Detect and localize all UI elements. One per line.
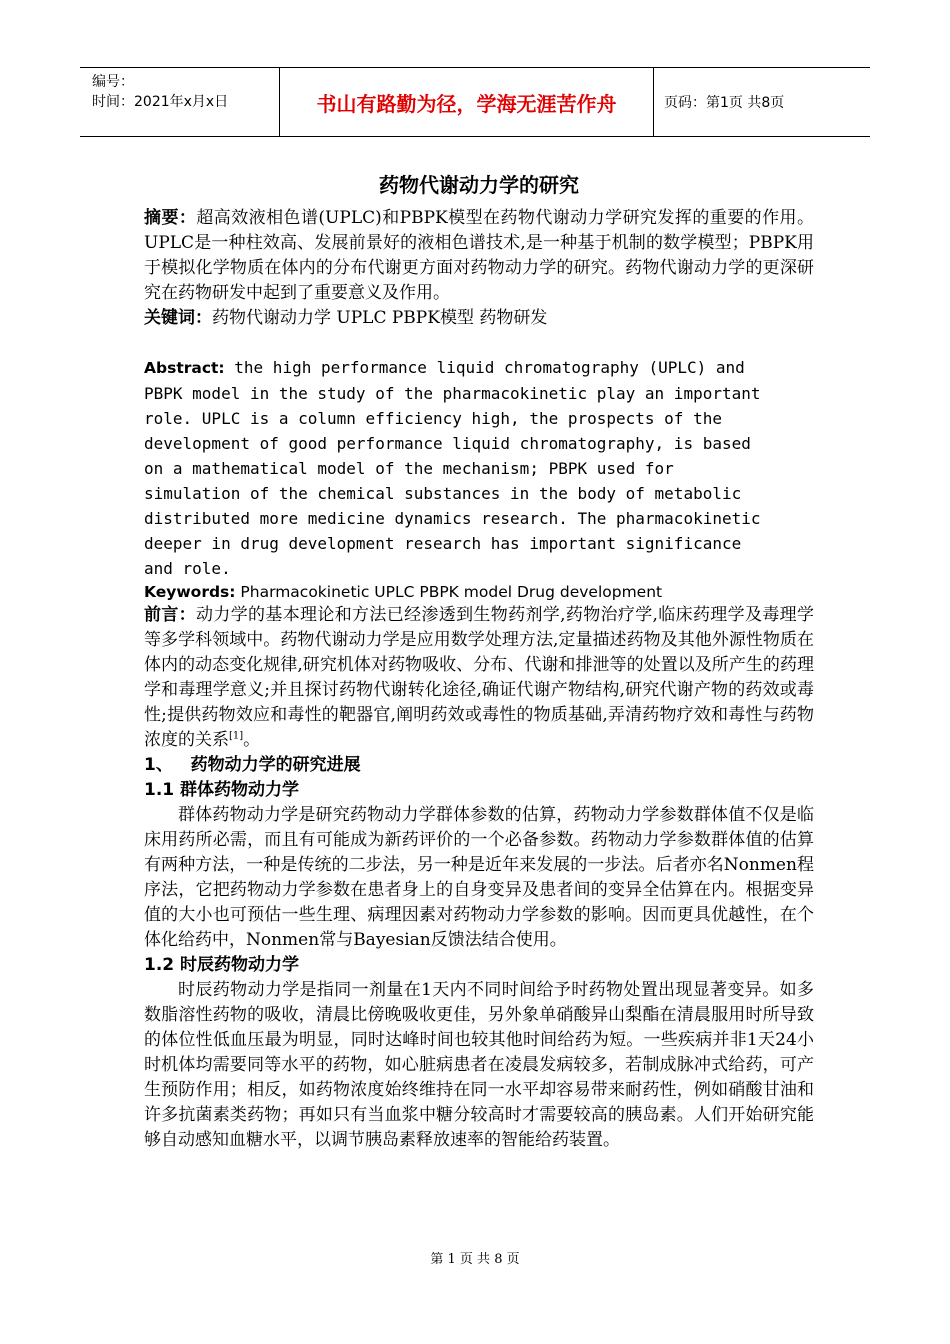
page-footer: 第 1 页 共 8 页 [430,1252,520,1267]
preface-end: 。 [243,730,261,750]
keywords-cn-text: 药物代谢动力学 UPLC PBPK模型 药物研发 [212,308,548,328]
doc-number-label: 编号： [92,74,134,90]
abstract-en-text: the high performance liquid chromatography (UPLC) and PBPK model in the study of the pharmacokinetic play an important role. UPLC is a column efficiency high, the prospects of the development of good performance liquid chromatography, is based on a mathematical model of the mechanism; PBPK used for simulation of the chemical substances in the body of metabolic distributed more medicine dynamics research. The pharmacokinetic deeper in drug development research has important significance and role. [144,358,761,578]
keywords-en-text: Pharmacokinetic UPLC PBPK model Drug development [235,583,663,601]
page-header [80,67,870,137]
document-title: 药物代谢动力学的研究 [379,173,579,197]
section-1-2-paragraph: 时辰药物动力学是指同一剂量在1天内不同时间给予时药物处置出现显著变异。如多数脂溶性药物的吸收，清晨比傍晚吸收更佳，另外象单硝酸异山梨酯在清晨服用时所导致的体位性低血压最为明显，同时达峰时间也较其他时间给药为短。一些疾病并非1天24小时机体均需要同等水平的药物，如心脏病患者在凌晨发病较多，若制成脉冲式给药，可产生预防作用；相反，如药物浓度始终维持在同一水平却容易带来耐药性，例如硝酸甘油和许多抗菌素类药物；再如只有当血浆中糖分较高时才需要较高的胰岛素。人们开始研究能够自动感知血糖水平，以调节胰岛素释放速率的智能给药装置。 [144,980,814,1150]
header-motto: 书山有路勤为径，学海无涯苦作舟 [280,68,654,136]
preface-text: 动力学的基本理论和方法已经渗透到生物药剂学,药物治疗学,临床药理学及毒理学等多学科领域中。药物代谢动力学是应用数学处理方法,定量描述药物及其他外源性物质在体内的动态变化规律,研究机体对药物吸收、分布、代谢和排泄等的处置以及所产生的药理学和毒理学意义;并且探讨药物代谢转化途径,确证代谢产物结构,研究代谢产物的药效或毒性;提供药物效应和毒性的靶器官,阐明药效或毒性的物质基础,弄清药物疗效和毒性与药物浓度的关系 [144,605,814,750]
header-info-cell [80,68,280,136]
abstract-en-label: Abstract: [144,359,225,377]
abstract-cn-text: 超高效液相色谱(UPLC)和PBPK模型在药物代谢动力学研究发挥的重要的作用。UPLC是一种柱效高、发展前景好的液相色谱技术,是一种基于机制的数学模型；PBPK用于模拟化学物质在体内的分布代谢更方面对药物动力学的研究。药物代谢动力学的更深研究在药物研发中起到了重要意义及作用。 [144,208,814,303]
doc-date-label: 时间：2021年x月x日 [92,94,229,110]
keywords-cn-label: 关键词： [144,308,212,328]
keywords-cn [144,306,814,331]
section-1-1-paragraph: 群体药物动力学是研究药物动力学群体参数的估算，药物动力学参数群体值不仅是临床用药所必需，而且有可能成为新药评价的一个必备参数。药物动力学参数群体值的估算有两种方法，一种是传统的二步法，另一种是近年来发展的一步法。后者亦名Nonmen程序法，它把药物动力学参数在患者身上的自身变异及患者间的变异全估算在内。根据变异值的大小也可预估一些生理、病理因素对药物动力学参数的影响。因而更具优越性，在个体化给药中，Nonmen常与Bayesian反馈法结合使用。 [144,805,814,950]
abstract-cn-label: 摘要： [144,208,197,228]
abstract-en [144,355,814,581]
document-body [144,170,814,1153]
header-page-info: 页码：第1页 共8页 [664,95,785,111]
section-1-2-heading: 1.2 时辰药物动力学 [144,955,300,975]
keywords-en [144,581,814,603]
preface-label: 前言： [144,605,197,625]
keywords-en-label: Keywords: [144,583,236,601]
abstract-cn [144,206,814,306]
section-1-1-heading: 1.1 群体药物动力学 [144,780,300,800]
reference-marker: [1] [229,730,244,742]
preface-paragraph [144,603,814,753]
section-1-heading: 1、 药物动力学的研究进展 [144,755,361,775]
